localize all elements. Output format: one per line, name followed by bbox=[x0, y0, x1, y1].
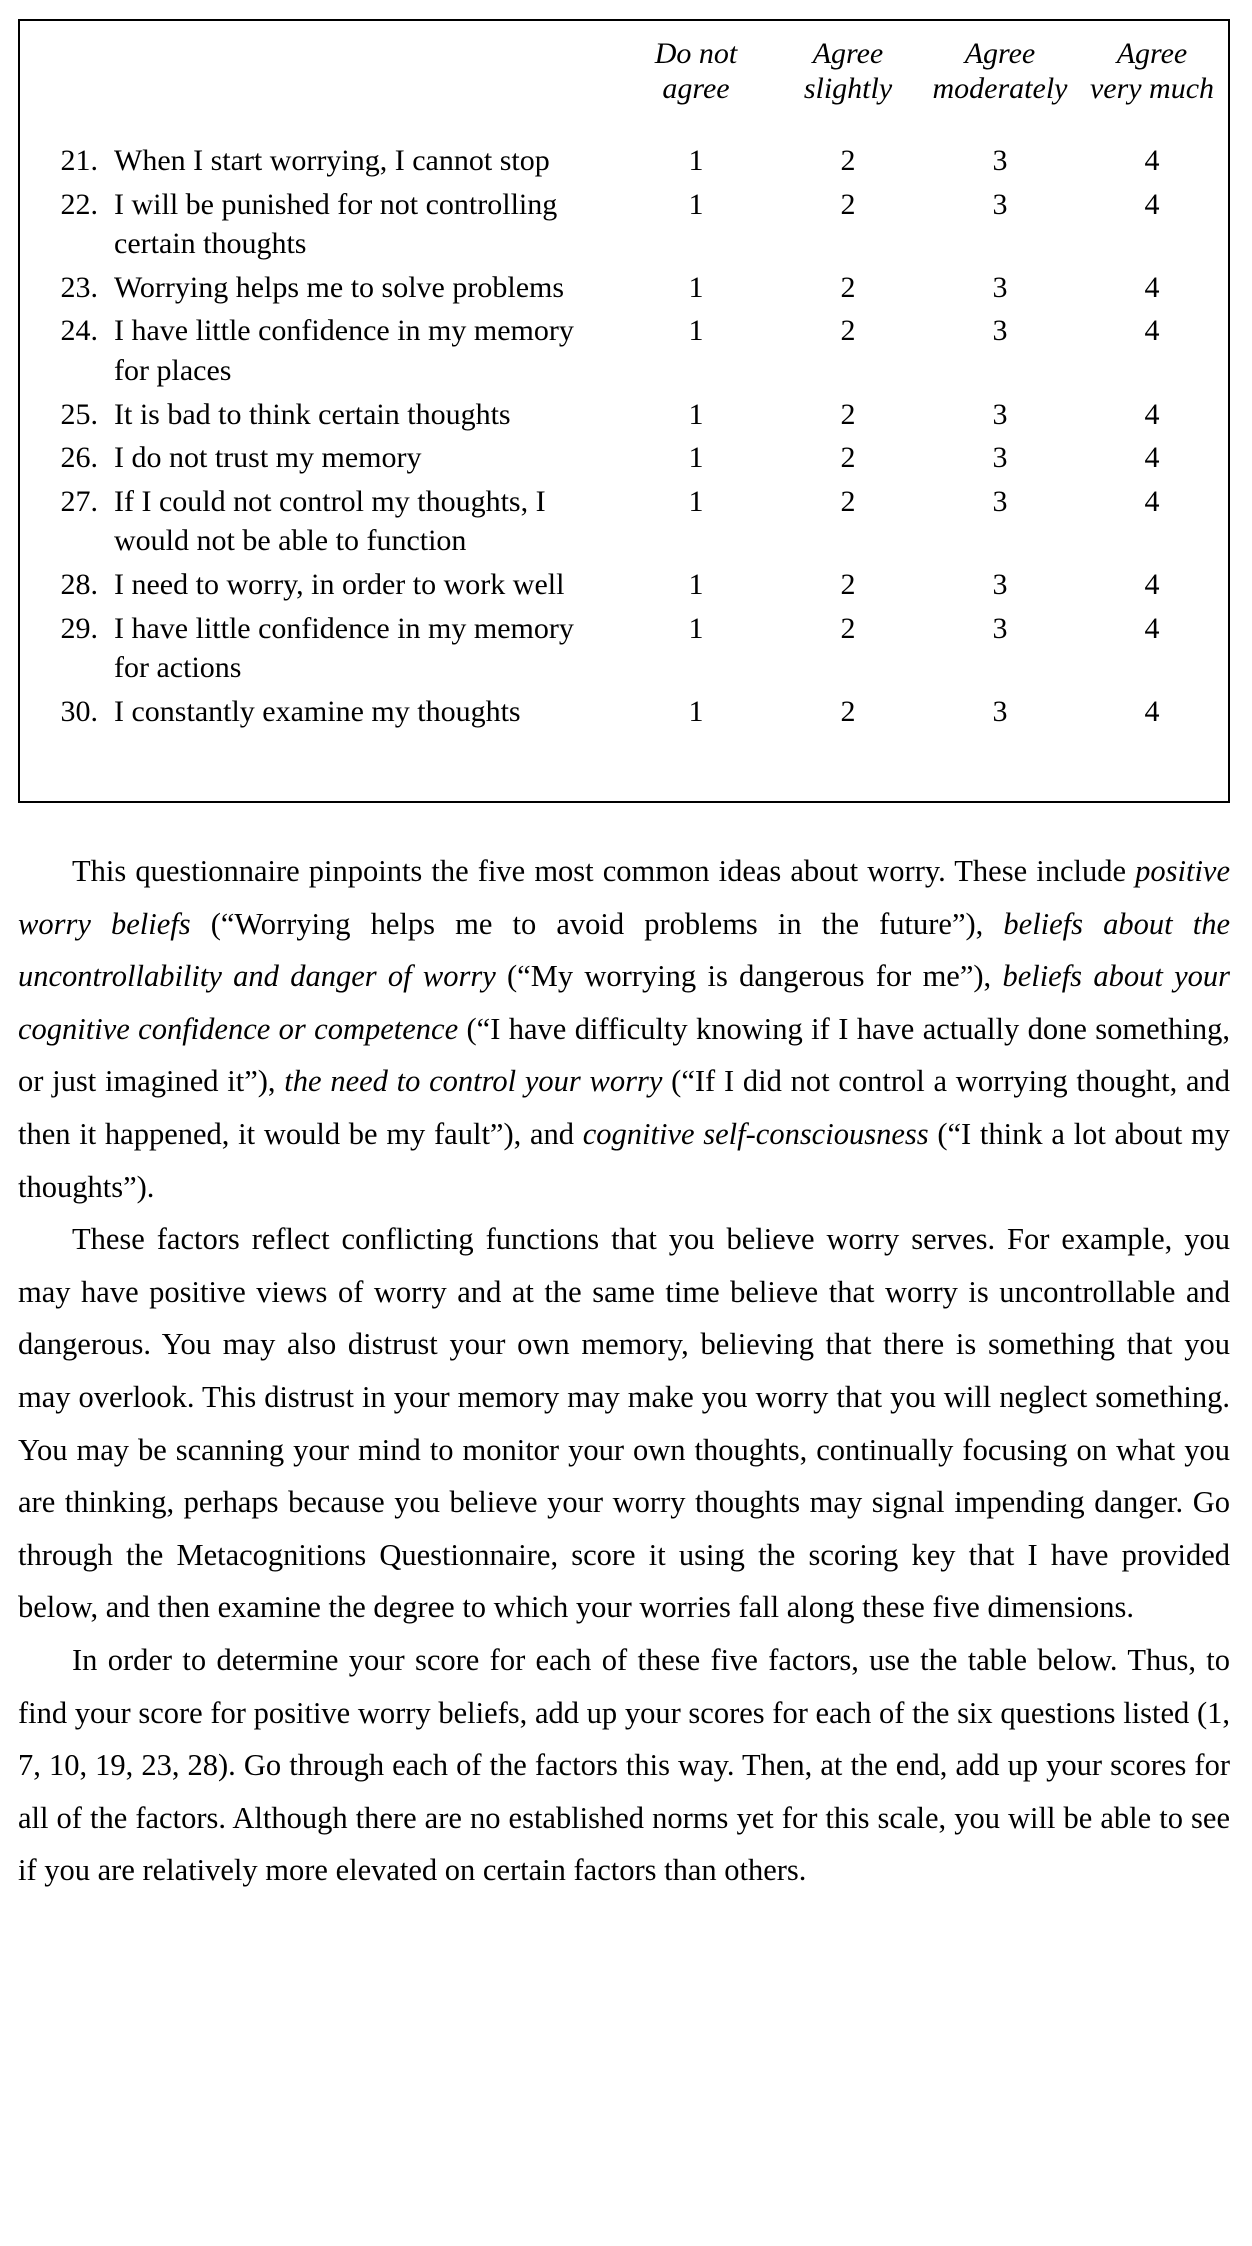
score-option-1[interactable]: 1 bbox=[688, 314, 704, 348]
table-row bbox=[20, 690, 1228, 734]
score-option-4[interactable]: 4 bbox=[1144, 567, 1160, 601]
score-option-4[interactable]: 4 bbox=[1144, 611, 1160, 645]
question-cell bbox=[20, 690, 620, 734]
question-number: 26. bbox=[60, 441, 98, 475]
table-body bbox=[20, 125, 1228, 733]
column-header-line1: Agree bbox=[812, 36, 884, 70]
score-option-3[interactable]: 3 bbox=[992, 484, 1008, 518]
paragraph-1: This questionnaire pinpoints the five most common ideas about worry. These include positive worry beliefs (“Worrying helps me to avoid problems in the future”), beliefs about the uncontrollability and danger of worry (“My worrying is dangerous for me”), beliefs about your cognitive confidence or competence (“I have difficulty knowing if I have actually done something, or just imagined it”), the need to control your worry (“If I did not control a worrying thought, and then it happened, it would be my fault”), and cognitive self-consciousness (“I think a lot about my thoughts”). bbox=[18, 854, 1231, 1204]
question-cell bbox=[20, 480, 620, 563]
score-option-3[interactable]: 3 bbox=[992, 144, 1008, 177]
question-text: I have little confidence in my memory for actions bbox=[114, 611, 574, 685]
question-cell bbox=[20, 266, 620, 310]
question-number: 22. bbox=[60, 187, 98, 221]
score-option-1[interactable]: 1 bbox=[688, 397, 704, 431]
score-option-2[interactable]: 2 bbox=[840, 270, 856, 304]
question-number: 27. bbox=[60, 484, 98, 518]
score-option-4[interactable]: 4 bbox=[1144, 397, 1160, 431]
column-header-line2: slightly bbox=[803, 72, 893, 105]
column-header-line1: Do not bbox=[654, 36, 738, 70]
question-text: I have little confidence in my memory for places bbox=[114, 314, 574, 387]
question-text: Worrying helps me to solve problems bbox=[114, 270, 565, 304]
column-header-line1: Agree bbox=[1116, 36, 1188, 70]
paragraph-3: In order to determine your score for each of these five factors, use the table below. Thus, to find your score for positive worry beliefs, add up your scores for each of the six questions listed (1, 7, 10, 19, 23, 28). Go through each of the factors this way. Then, at the end, add up your scores for all of the factors. Although there are no established norms yet for this scale, you will be able to see if you are relatively more elevated on certain factors than others. bbox=[18, 1642, 1230, 1888]
question-text: I need to worry, in order to work well bbox=[114, 567, 565, 601]
score-option-3[interactable]: 3 bbox=[992, 270, 1008, 304]
table-row bbox=[20, 309, 1228, 392]
question-text: It is bad to think certain thoughts bbox=[114, 397, 511, 431]
table-row bbox=[20, 563, 1228, 607]
score-option-3[interactable]: 3 bbox=[992, 187, 1008, 221]
column-header-agree-very-much bbox=[1076, 21, 1228, 125]
question-text: If I could not control my thoughts, I would not be able to function bbox=[114, 484, 546, 558]
question-text: When I start worrying, I cannot stop bbox=[114, 144, 550, 177]
score-option-1[interactable]: 1 bbox=[688, 441, 704, 475]
score-option-1[interactable]: 1 bbox=[688, 144, 704, 177]
score-option-3[interactable]: 3 bbox=[992, 441, 1008, 475]
score-option-1[interactable]: 1 bbox=[688, 567, 704, 601]
score-option-4[interactable]: 4 bbox=[1144, 270, 1160, 304]
question-cell bbox=[20, 309, 620, 392]
score-option-2[interactable]: 2 bbox=[840, 314, 856, 348]
score-option-3[interactable]: 3 bbox=[992, 694, 1008, 728]
column-header-line2: very much bbox=[1089, 72, 1215, 105]
table-row bbox=[20, 480, 1228, 563]
score-option-3[interactable]: 3 bbox=[992, 314, 1008, 348]
column-header-do-not-agree bbox=[620, 21, 772, 125]
score-option-1[interactable]: 1 bbox=[688, 611, 704, 645]
score-option-1[interactable]: 1 bbox=[688, 694, 704, 728]
column-header-agree-moderately bbox=[924, 21, 1076, 125]
question-text: I do not trust my memory bbox=[114, 441, 422, 475]
question-number: 23. bbox=[60, 270, 98, 304]
column-header-line2: agree bbox=[662, 72, 730, 105]
question-cell bbox=[20, 125, 620, 183]
score-option-4[interactable]: 4 bbox=[1144, 144, 1160, 177]
score-option-3[interactable]: 3 bbox=[992, 397, 1008, 431]
question-number: 21. bbox=[60, 144, 98, 177]
score-option-3[interactable]: 3 bbox=[992, 611, 1008, 645]
score-option-2[interactable]: 2 bbox=[840, 611, 856, 645]
question-cell bbox=[20, 563, 620, 607]
table-row bbox=[20, 393, 1228, 437]
question-text: I will be punished for not controlling certain thoughts bbox=[114, 187, 558, 261]
column-header-line2: moderately bbox=[932, 72, 1068, 105]
score-option-2[interactable]: 2 bbox=[840, 567, 856, 601]
table-header-row bbox=[20, 21, 1228, 125]
question-cell bbox=[20, 183, 620, 266]
question-number: 28. bbox=[60, 567, 98, 601]
score-option-2[interactable]: 2 bbox=[840, 397, 856, 431]
score-option-2[interactable]: 2 bbox=[840, 694, 856, 728]
question-text: I constantly examine my thoughts bbox=[114, 694, 521, 728]
table-row bbox=[20, 183, 1228, 266]
table-row bbox=[20, 266, 1228, 310]
questionnaire-table-container bbox=[18, 19, 1230, 803]
table-row bbox=[20, 436, 1228, 480]
column-header-agree-slightly bbox=[772, 21, 924, 125]
column-header-item bbox=[20, 21, 620, 125]
score-option-1[interactable]: 1 bbox=[688, 187, 704, 221]
score-option-4[interactable]: 4 bbox=[1144, 187, 1160, 221]
score-option-2[interactable]: 2 bbox=[840, 187, 856, 221]
score-option-4[interactable]: 4 bbox=[1144, 314, 1160, 348]
question-number: 30. bbox=[60, 694, 98, 728]
question-cell bbox=[20, 607, 620, 690]
paragraph-2: These factors reflect conflicting functions that you believe worry serves. For example, you may have positive views of worry and at the same time believe that worry is uncontrollable and dangerous. You may also distrust your own memory, believing that there is something that you may overlook. This distrust in your memory may make you worry that you will neglect something. You may be scanning your mind to monitor your own thoughts, continually focusing on what you are thinking, perhaps because you believe your worry thoughts may signal impending danger. Go through the Metacognitions Questionnaire, score it using the scoring key that I have provided below, and then examine the degree to which your worries fall along these five dimensions. bbox=[18, 1222, 1230, 1625]
question-cell bbox=[20, 436, 620, 480]
column-header-line1: Agree bbox=[964, 36, 1036, 70]
body-text bbox=[18, 845, 1230, 1897]
score-option-2[interactable]: 2 bbox=[840, 484, 856, 518]
table-row bbox=[20, 607, 1228, 690]
question-number: 25. bbox=[60, 397, 98, 431]
score-option-1[interactable]: 1 bbox=[688, 484, 704, 518]
score-option-2[interactable]: 2 bbox=[840, 441, 856, 475]
score-option-2[interactable]: 2 bbox=[840, 144, 856, 177]
table-header bbox=[20, 21, 1228, 125]
score-option-1[interactable]: 1 bbox=[688, 270, 704, 304]
score-option-4[interactable]: 4 bbox=[1144, 441, 1160, 475]
questionnaire-table bbox=[20, 21, 1228, 733]
question-number: 24. bbox=[60, 314, 98, 348]
table-row bbox=[20, 125, 1228, 183]
score-option-3[interactable]: 3 bbox=[992, 567, 1008, 601]
question-number: 29. bbox=[60, 611, 98, 645]
score-option-4[interactable]: 4 bbox=[1144, 694, 1160, 728]
score-option-4[interactable]: 4 bbox=[1144, 484, 1160, 518]
question-cell bbox=[20, 393, 620, 437]
